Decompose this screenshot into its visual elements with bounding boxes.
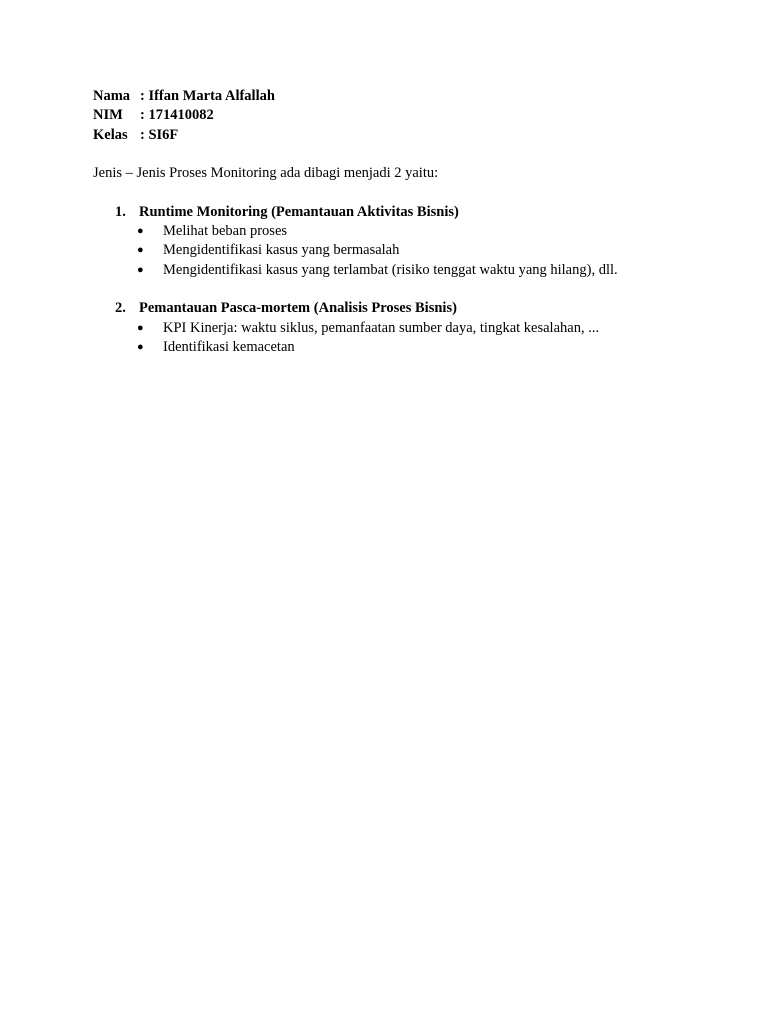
- document-body: [93, 87, 713, 357]
- list-item-text: KPI Kinerja: waktu siklus, pemanfaatan sumber daya, tingkat kesalahan, ...: [163, 319, 600, 336]
- identity-class-row: [93, 126, 713, 145]
- list-item-text: Melihat beban proses: [163, 223, 288, 240]
- identity-value: : Iffan Marta Alfallah: [140, 88, 275, 104]
- list-item-text: Mengidentifikasi kasus yang terlambat (risiko tenggat waktu yang hilang), dll.: [163, 261, 618, 278]
- intro-paragraph: Jenis – Jenis Proses Monitoring ada dibagi menjadi 2 yaitu:: [93, 165, 439, 182]
- list-item: [93, 241, 713, 260]
- bullet-icon: ●: [137, 244, 144, 257]
- identity-label: Kelas: [93, 126, 128, 143]
- identity-label: NIM: [93, 107, 123, 124]
- identity-nim-row: [93, 106, 713, 125]
- section-heading: [93, 203, 713, 222]
- list-item: [93, 319, 713, 338]
- identity-value: : SI6F: [140, 126, 179, 143]
- bullet-list: [93, 319, 713, 358]
- list-item-text: Mengidentifikasi kasus yang bermasalah: [163, 242, 400, 259]
- bullet-icon: ●: [137, 263, 144, 276]
- identity-block: [93, 87, 713, 145]
- bullet-list: [93, 222, 713, 280]
- section-title: Pemantauan Pasca-mortem (Analisis Proses Bisnis): [139, 300, 457, 317]
- section-2: [93, 299, 713, 357]
- section-number: 1.: [115, 203, 126, 220]
- section-heading: [93, 299, 713, 318]
- identity-name-row: [93, 87, 713, 106]
- section-title: Runtime Monitoring (Pemantauan Aktivitas Bisnis): [139, 203, 459, 220]
- list-item: [93, 261, 713, 280]
- bullet-icon: ●: [137, 340, 144, 353]
- identity-value: : 171410082: [140, 107, 214, 124]
- list-item-text: Identifikasi kemacetan: [163, 338, 295, 355]
- section-number: 2.: [115, 300, 126, 317]
- list-item: [93, 222, 713, 241]
- identity-label: Nama: [93, 88, 131, 104]
- list-item: [93, 338, 713, 357]
- bullet-icon: ●: [137, 321, 144, 334]
- section-1: [93, 203, 713, 280]
- bullet-icon: ●: [137, 225, 144, 238]
